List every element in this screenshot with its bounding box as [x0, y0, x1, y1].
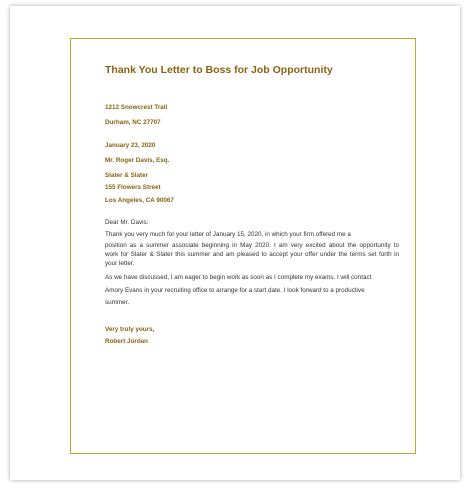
paragraph1-line4: your letter.: [105, 260, 135, 267]
sender-city: Durham, NC 27707: [105, 119, 161, 126]
sender-street: 1212 Snowcrest Trail: [105, 104, 168, 111]
recipient-city: Los Angeles, CA 90067: [105, 197, 174, 204]
paragraph2-line2: Amory Evans in your recruiting office to arrange for a start date. I look forward to a productive: [105, 287, 365, 294]
paragraph1-line1: Thank you very much for your letter of January 15, 2020, in which your firm offered me a: [105, 231, 351, 238]
signature-name: Robert Jordan: [105, 338, 149, 345]
paragraph1-line2: position as a summer associate beginning in May 2020. I am very excited about the opportunity to: [105, 242, 399, 249]
salutation: Dear Mr. Davis:: [105, 219, 149, 226]
paragraph2-line1: As we have discussed, I am eager to begin work as soon as I complete my exams. I will contact: [105, 274, 372, 281]
recipient-street: 155 Flowers Street: [105, 184, 161, 191]
recipient-company: Slater & Slater: [105, 172, 149, 179]
letter-date: January 23, 2020: [105, 142, 156, 149]
recipient-name: Mr. Roger Davis, Esq.: [105, 157, 170, 164]
paragraph1-body: [105, 241, 399, 268]
paragraph1-line3: work for Slater & Slater this summer and am pleased to accept your offer under the terms set forth in: [105, 251, 399, 258]
closing: Very truly yours,: [105, 326, 155, 333]
paragraph2-line3: summer.: [105, 299, 130, 306]
letter-title: Thank You Letter to Boss for Job Opportunity: [105, 64, 333, 76]
